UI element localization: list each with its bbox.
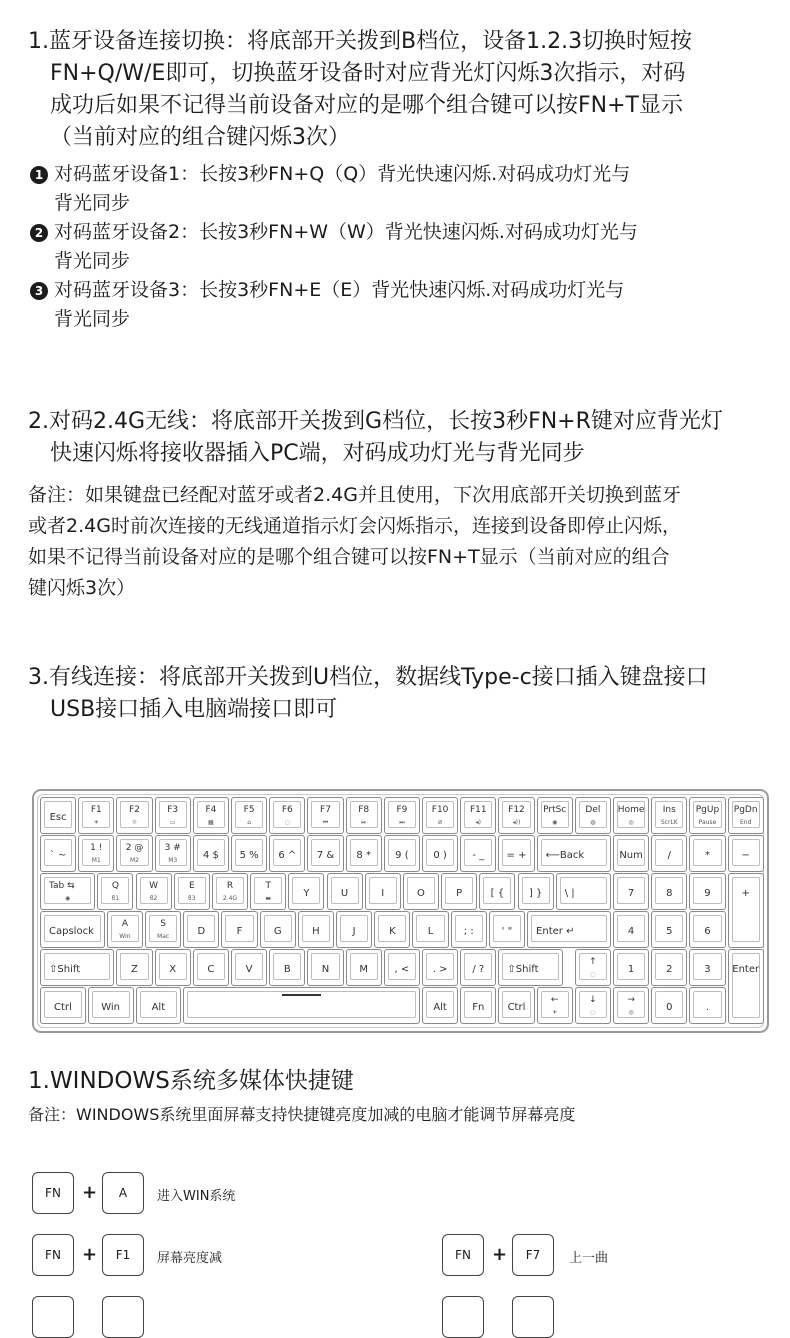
bullet-cont-3: 背光同步 xyxy=(54,308,131,330)
key-legend: 1 ! xyxy=(90,843,103,853)
key-0-8 xyxy=(346,797,382,834)
key-3-4 xyxy=(221,911,257,948)
key-legend: . > xyxy=(432,964,448,975)
key-legend: ⇧Shift xyxy=(507,964,539,975)
section-wired xyxy=(28,662,768,726)
key-sublegend: ϐ3 xyxy=(188,895,196,902)
key-legend: F4 xyxy=(205,805,217,815)
key-5-3 xyxy=(183,987,420,1024)
key-4-6 xyxy=(307,949,343,986)
key-legend: + xyxy=(741,888,750,899)
shortcut-key-fn: FN xyxy=(32,1234,74,1276)
key-0-0 xyxy=(40,797,76,834)
key-legend: 4 $ xyxy=(202,850,219,861)
key-4-2 xyxy=(155,949,191,986)
key-legend: . xyxy=(705,1002,710,1013)
plus-sign: + xyxy=(82,1244,98,1265)
key-3-13 xyxy=(613,911,649,948)
key-1-0 xyxy=(40,835,76,872)
key-sublegend: ϐ1 xyxy=(111,895,120,902)
key-1-11 xyxy=(460,835,496,872)
key-legend: F3 xyxy=(167,805,179,815)
plus-sign: + xyxy=(82,1182,98,1203)
key-sublegend: ◉ xyxy=(65,895,71,902)
key-5-11 xyxy=(689,987,725,1024)
wired-heading xyxy=(28,662,768,726)
key-legend: ⟵Back xyxy=(545,850,585,861)
key-legend: → xyxy=(627,995,635,1005)
key-sublegend: ◉ xyxy=(552,819,558,826)
bullet-device-2 xyxy=(28,218,768,276)
key-legend: 3 # xyxy=(164,843,181,853)
key-legend: ↓ xyxy=(589,995,597,1005)
key-2-4 xyxy=(212,873,248,910)
key-legend: Ctrl xyxy=(53,1002,72,1013)
bullet-device-1 xyxy=(28,160,768,218)
key-legend: / ? xyxy=(472,964,485,975)
key-sublegend: ⏯ xyxy=(361,819,367,826)
key-5-0 xyxy=(40,987,86,1024)
bluetooth-heading-line-4: （当前对应的组合键闪烁3次） xyxy=(50,125,350,150)
key-3-3 xyxy=(183,911,219,948)
key-legend: F10 xyxy=(431,805,449,815)
key-legend: 0 ) xyxy=(433,850,447,861)
key-inner xyxy=(732,953,760,1018)
key-1-8 xyxy=(346,835,382,872)
key-legend: − xyxy=(741,850,750,861)
key-legend: , < xyxy=(394,964,410,975)
key-1-4 xyxy=(193,835,229,872)
key-2-6 xyxy=(288,873,324,910)
key-1-13 xyxy=(537,835,611,872)
key-3-5 xyxy=(260,911,296,948)
key-3-12 xyxy=(527,911,611,948)
key-0-12 xyxy=(498,797,534,834)
key-legend: W xyxy=(149,881,159,891)
key-2-12 xyxy=(518,873,554,910)
key-3-10 xyxy=(451,911,487,948)
key-legend: V xyxy=(245,964,253,975)
key-4-10 xyxy=(460,949,496,986)
wireless-note-line-4: 键闪烁3次） xyxy=(28,577,136,599)
key-2-13 xyxy=(556,873,611,910)
key-inner xyxy=(732,877,760,942)
key-0-4 xyxy=(193,797,229,834)
key-legend: 1 xyxy=(627,964,635,975)
shortcut-key-partial xyxy=(102,1296,144,1338)
key-sublegend: ☀ xyxy=(93,819,99,826)
key-legend: Fn xyxy=(472,1002,485,1013)
key-2-10 xyxy=(441,873,477,910)
key-5-8 xyxy=(575,987,611,1024)
key-sublegend: ▭ xyxy=(169,819,176,826)
key-2-3 xyxy=(174,873,210,910)
key-legend: 2 @ xyxy=(125,843,144,853)
key-2-15 xyxy=(651,873,687,910)
key-3-15 xyxy=(689,911,725,948)
key-legend: U xyxy=(340,888,349,899)
key-legend: / xyxy=(667,850,671,861)
key-legend: PgUp xyxy=(695,805,720,815)
key-sublegend: ◌ xyxy=(590,1009,596,1016)
section-bluetooth xyxy=(28,26,768,334)
key-legend: M xyxy=(359,964,368,975)
key-0-7 xyxy=(307,797,343,834)
key-3-6 xyxy=(298,911,334,948)
key-sublegend: ScrLK xyxy=(660,819,678,826)
key-0-16 xyxy=(651,797,687,834)
key-legend: ↑ xyxy=(589,957,597,967)
plus-sign: + xyxy=(492,1244,508,1265)
key-legend: 5 % xyxy=(239,850,259,861)
key-legend: J xyxy=(352,926,356,937)
key-0-15 xyxy=(613,797,649,834)
key-legend: F5 xyxy=(243,805,255,815)
key-4-8 xyxy=(384,949,420,986)
key-legend: Num xyxy=(619,850,643,861)
key-sublegend: M3 xyxy=(168,857,178,864)
key-5-10 xyxy=(651,987,687,1024)
multimedia-note: 备注：WINDOWS系统里面屏幕支持快捷键亮度加减的电脑才能调节屏幕亮度 xyxy=(28,1105,576,1124)
shortcut-label-prev-track: 上一曲 xyxy=(569,1251,609,1266)
key-legend: F6 xyxy=(281,805,293,815)
key-0-10 xyxy=(422,797,458,834)
key-0-18 xyxy=(728,797,764,834)
key-sublegend: ◌ xyxy=(284,819,290,826)
key-0-9 xyxy=(384,797,420,834)
key-sublegend: ◎ xyxy=(628,819,634,826)
bluetooth-heading-line-2: FN+Q/W/E即可，切换蓝牙设备时对应背光灯闪烁3次指示，对码 xyxy=(50,61,686,86)
key-legend: F9 xyxy=(396,805,408,815)
key-3-9 xyxy=(412,911,448,948)
key-0-3 xyxy=(155,797,191,834)
key-legend: ⇧Shift xyxy=(49,964,81,975)
key-legend: F xyxy=(236,926,243,937)
key-1-12 xyxy=(498,835,534,872)
key-legend: Win xyxy=(101,1002,121,1013)
bullet-text-3: 对码蓝牙设备3：长按3秒FN+E（E）背光快速闪烁.对码成功灯光与 xyxy=(54,279,625,301)
key-legend: Home xyxy=(617,805,645,815)
shortcut-key-fn: FN xyxy=(32,1172,74,1214)
key-5-1 xyxy=(88,987,134,1024)
key-legend: Del xyxy=(585,805,601,815)
key-4-16 xyxy=(728,949,764,1024)
bullet-text-2: 对码蓝牙设备2：长按3秒FN+W（W）背光快速闪烁.对码成功灯光与 xyxy=(54,221,638,243)
bluetooth-heading-line-3: 成功后如果不记得当前设备对应的是哪个组合键可以按FN+T显示 xyxy=(50,93,683,118)
key-legend: L xyxy=(427,926,434,937)
bullet-cont-1: 背光同步 xyxy=(54,192,131,214)
key-legend: I xyxy=(381,888,385,899)
key-legend: Ctrl xyxy=(507,1002,526,1013)
key-legend: 9 ( xyxy=(395,850,409,861)
key-legend: F8 xyxy=(358,805,370,815)
key-4-5 xyxy=(269,949,305,986)
key-legend: = + xyxy=(506,850,527,861)
wired-heading-line-1: 3.有线连接：将底部开关拨到U档位，数据线Type-c接口插入键盘接口 xyxy=(28,665,708,690)
key-sublegend: 2.4G xyxy=(222,895,238,902)
key-legend: 3 xyxy=(704,964,711,975)
shortcut-key-fn: FN xyxy=(442,1234,484,1276)
key-legend: 9 xyxy=(704,888,711,899)
key-sublegend: ⏮ xyxy=(322,819,329,826)
key-legend: X xyxy=(169,964,177,975)
key-1-15 xyxy=(651,835,687,872)
spacebar-mark xyxy=(282,994,321,996)
key-legend: K xyxy=(389,926,396,937)
key-legend: O xyxy=(417,888,425,899)
bullet-device-3 xyxy=(28,276,768,334)
wireless-heading-line-2: 快速闪烁将接收器插入PC端，对码成功灯光与背光同步 xyxy=(50,441,585,466)
key-2-16 xyxy=(689,873,725,910)
key-sublegend: ⊘ xyxy=(437,819,443,826)
key-legend: 8 * xyxy=(356,850,371,861)
key-sublegend: Win xyxy=(119,933,131,940)
bullet-number-1: 1 xyxy=(30,166,48,184)
key-legend: G xyxy=(273,926,282,937)
key-legend: T xyxy=(265,881,271,891)
key-1-7 xyxy=(307,835,343,872)
key-4-0 xyxy=(40,949,114,986)
wireless-note xyxy=(28,480,768,604)
key-4-15 xyxy=(689,949,725,986)
key-sublegend: ϐ2 xyxy=(149,895,158,902)
key-sublegend: ⏭ xyxy=(399,819,405,826)
bullet-cont-2: 背光同步 xyxy=(54,250,131,272)
key-legend: R xyxy=(226,881,234,891)
key-2-14 xyxy=(613,873,649,910)
shortcut-key-partial xyxy=(512,1296,554,1338)
key-1-3 xyxy=(155,835,191,872)
key-legend: Esc xyxy=(49,812,67,823)
key-sublegend: ▬ xyxy=(265,895,272,902)
key-4-4 xyxy=(231,949,267,986)
key-0-6 xyxy=(269,797,305,834)
key-legend: F11 xyxy=(469,805,487,815)
key-0-5 xyxy=(231,797,267,834)
key-legend: PrtSc xyxy=(543,805,567,815)
key-2-17 xyxy=(728,873,764,948)
key-sublegend: ▦ xyxy=(208,819,214,826)
key-4-14 xyxy=(651,949,687,986)
key-legend: N xyxy=(321,964,330,975)
key-0-14 xyxy=(575,797,611,834)
key-legend: 5 xyxy=(666,926,673,937)
key-5-7 xyxy=(537,987,573,1024)
key-0-11 xyxy=(460,797,496,834)
key-4-1 xyxy=(116,949,152,986)
key-1-17 xyxy=(728,835,764,872)
key-5-5 xyxy=(460,987,496,1024)
multimedia-title: 1.WINDOWS系统多媒体快捷键 xyxy=(28,1068,354,1094)
bullet-text-1: 对码蓝牙设备1：长按3秒FN+Q（Q）背光快速闪烁.对码成功灯光与 xyxy=(54,163,631,185)
key-legend: Tab ⇆ xyxy=(49,881,75,891)
key-2-9 xyxy=(403,873,439,910)
key-legend: \ | xyxy=(564,888,575,899)
bluetooth-bullets xyxy=(28,160,768,334)
key-legend: ← xyxy=(550,995,559,1005)
key-3-11 xyxy=(489,911,525,948)
key-sublegend: ☀ xyxy=(551,1009,558,1016)
key-1-9 xyxy=(384,835,420,872)
shortcut-label-brightness-down: 屏幕亮度减 xyxy=(157,1251,223,1266)
shortcut-key-f1: F1 xyxy=(102,1234,144,1276)
key-1-2 xyxy=(116,835,152,872)
key-legend: F7 xyxy=(320,805,331,815)
key-2-8 xyxy=(365,873,401,910)
key-legend: 2 xyxy=(666,964,673,975)
key-3-14 xyxy=(651,911,687,948)
key-1-5 xyxy=(231,835,267,872)
key-legend: Alt xyxy=(151,1002,166,1013)
key-4-12 xyxy=(575,949,611,986)
key-3-8 xyxy=(374,911,410,948)
key-4-9 xyxy=(422,949,458,986)
key-legend: F12 xyxy=(508,805,525,815)
key-sublegend: End xyxy=(739,819,752,826)
key-sublegend: ◎ xyxy=(628,1009,634,1016)
key-legend: Y xyxy=(303,888,310,899)
key-2-11 xyxy=(479,873,515,910)
key-legend: E xyxy=(188,881,195,891)
wireless-note-line-3: 如果不记得当前设备对应的是哪个组合键可以按FN+T显示（当前对应的组合 xyxy=(28,546,670,568)
key-legend: ] } xyxy=(528,888,543,899)
key-sublegend: M1 xyxy=(91,857,101,864)
key-legend: 8 xyxy=(666,888,673,899)
key-1-14 xyxy=(613,835,649,872)
key-5-6 xyxy=(498,987,534,1024)
wireless-heading-line-1: 2.对码2.4G无线：将底部开关拨到G档位，长按3秒FN+R键对应背光灯 xyxy=(28,409,723,434)
key-sublegend: ◍ xyxy=(590,819,596,826)
key-sublegend: Mac xyxy=(157,933,170,940)
key-1-16 xyxy=(689,835,725,872)
key-1-1 xyxy=(78,835,114,872)
key-2-2 xyxy=(136,873,172,910)
key-legend: PgDn xyxy=(733,805,758,815)
key-legend: D xyxy=(197,926,206,937)
key-sublegend: ◌ xyxy=(590,971,596,978)
key-legend: ` ~ xyxy=(49,850,67,861)
shortcut-key-f7: F7 xyxy=(512,1234,554,1276)
key-4-3 xyxy=(193,949,229,986)
key-legend: P xyxy=(456,888,463,899)
key-1-6 xyxy=(269,835,305,872)
key-legend: 0 xyxy=(666,1002,673,1013)
wireless-note-line-1: 备注：如果键盘已经配对蓝牙或者2.4G并且使用，下次用底部开关切换到蓝牙 xyxy=(28,484,681,506)
shortcut-label-win: 进入WIN系统 xyxy=(157,1189,236,1204)
key-4-13 xyxy=(613,949,649,986)
key-1-10 xyxy=(422,835,458,872)
key-legend: Ins xyxy=(662,805,676,815)
key-legend: 7 xyxy=(627,888,635,899)
key-sublegend: ☼ xyxy=(131,819,138,826)
key-4-7 xyxy=(346,949,382,986)
key-2-1 xyxy=(97,873,133,910)
key-5-4 xyxy=(422,987,458,1024)
key-legend: ' " xyxy=(501,926,513,937)
wired-heading-line-2: USB接口插入电脑端接口即可 xyxy=(50,697,338,722)
key-sublegend: ◂)) xyxy=(512,819,521,826)
key-legend: ; : xyxy=(463,926,474,937)
bullet-number-2: 2 xyxy=(30,224,48,242)
key-legend: Enter ↵ xyxy=(536,926,575,937)
wireless-note-line-2: 或者2.4G时前次连接的无线通道指示灯会闪烁指示，连接到设备即停止闪烁， xyxy=(28,515,681,537)
key-3-1 xyxy=(107,911,143,948)
key-sublegend: ⌂ xyxy=(247,819,251,826)
key-legend: H xyxy=(312,926,320,937)
key-2-5 xyxy=(250,873,286,910)
key-legend: Enter xyxy=(732,964,760,975)
key-sublegend: M2 xyxy=(129,857,139,864)
bullet-number-3: 3 xyxy=(30,282,48,300)
key-0-2 xyxy=(116,797,152,834)
key-5-9 xyxy=(613,987,649,1024)
shortcut-key-partial xyxy=(32,1296,74,1338)
key-3-0 xyxy=(40,911,105,948)
key-legend: F2 xyxy=(129,805,140,815)
key-legend: Capslock xyxy=(49,926,94,937)
key-legend: 4 xyxy=(627,926,635,937)
key-legend: [ { xyxy=(490,888,505,899)
key-legend: 7 & xyxy=(316,850,335,861)
key-legend: - _ xyxy=(472,850,485,861)
key-0-1 xyxy=(78,797,114,834)
wireless-heading xyxy=(28,406,768,470)
bluetooth-heading xyxy=(28,26,768,154)
key-legend: Alt xyxy=(433,1002,447,1013)
key-legend: F1 xyxy=(90,805,102,815)
key-2-0 xyxy=(40,873,95,910)
key-3-7 xyxy=(336,911,372,948)
key-legend: Z xyxy=(131,964,138,975)
key-0-13 xyxy=(537,797,573,834)
shortcut-key-a: A xyxy=(102,1172,144,1214)
key-legend: C xyxy=(207,964,215,975)
shortcut-key-partial xyxy=(442,1296,484,1338)
key-legend: 6 ^ xyxy=(278,850,297,861)
key-legend: 6 xyxy=(704,926,711,937)
section-2-4g xyxy=(28,406,768,604)
bluetooth-heading-line-1: 1.蓝牙设备连接切换：将底部开关拨到B档位，设备1.2.3切换时短按 xyxy=(28,29,693,54)
keyboard-diagram xyxy=(32,789,769,1033)
key-legend: S xyxy=(160,919,166,929)
key-2-7 xyxy=(327,873,363,910)
key-legend: Q xyxy=(111,881,119,891)
key-legend: * xyxy=(704,850,710,861)
key-legend: B xyxy=(283,964,291,975)
key-3-2 xyxy=(145,911,181,948)
key-0-17 xyxy=(689,797,725,834)
key-sublegend: ◂) xyxy=(475,819,481,826)
key-sublegend: Pause xyxy=(698,819,717,826)
key-legend: A xyxy=(121,919,129,929)
key-4-11 xyxy=(498,949,563,986)
key-5-2 xyxy=(136,987,182,1024)
